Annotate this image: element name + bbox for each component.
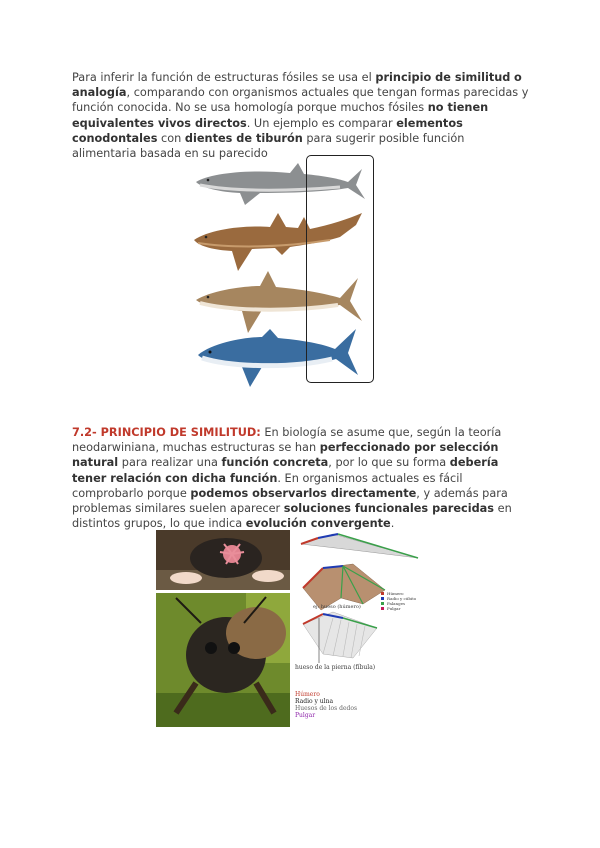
bold-term: función concreta [221,456,329,470]
bold-term: analogía [72,86,127,100]
text-span: . Un ejemplo es comparar [246,116,393,130]
text-span: Para inferir la función de estructuras fósiles se usa el [72,71,372,84]
star-nosed-mole-photo [156,530,290,590]
mole-cricket-photo [156,593,290,727]
legend-item: Húmero [387,591,404,596]
caption-item: Huesos de los dedos [295,705,358,712]
text-span: en distintos grupos, lo que indica [72,502,512,531]
text-span: para realizar una [121,456,218,470]
wing-homology-diagram [293,528,428,728]
bold-term: o [513,71,522,84]
caption-item: Pulgar [295,712,316,719]
caption-item: Radio y ulna [295,698,334,705]
section-heading: 7.2- PRINCIPIO DE SIMILITUD: [72,426,261,439]
diagram-label: hueso de la pierna (fíbula) [295,664,376,671]
text-span: , comparando con organismos actuales que tengan formas parecidas y función conocida. No se usa homología porque muchos fósiles [72,86,529,115]
text-span: para sugerir posible función alimentaria basada en su parecido [72,131,465,161]
bold-term: no tienen equivalentes vivos directos [72,101,489,130]
paragraph-analogy [72,70,532,161]
diagram-legend [387,591,416,611]
bold-term: soluciones funcionales parecidas [283,502,495,516]
text-span: . En organismos actuales es fácil comprobarlo porque [72,471,463,500]
bold-term: podemos observarlos directamente [190,486,417,500]
diagram-caption [295,691,357,719]
legend-item: Pulgar [387,606,401,611]
bold-term: principio de similitud [375,71,511,84]
bold-term: evolución convergente [245,517,391,531]
bold-term: dientes de tiburón [184,131,303,145]
text-span: En biología se asume que, según la teoría neodarwiniana, muchas estructuras se han [72,426,502,455]
bold-term: debería tener relación con dicha función [72,456,499,485]
comparison-frame [306,155,374,383]
caption-item: Húmero [295,691,320,698]
text-span: , y además para problemas similares suelen aparecer [72,486,508,516]
bold-term: elementos conodontales [72,116,463,145]
text-span: , por lo que su forma [328,456,447,470]
paragraph-similitud [72,425,532,531]
text-span: . [390,517,395,531]
bold-term: perfeccionado por selección natural [72,441,499,470]
text-span: con [161,131,182,145]
legend-item: Radio y cúbito [387,596,417,601]
legend-item: Falanges [387,601,406,606]
diagram-label: ej: hueso (húmero) [313,604,361,610]
